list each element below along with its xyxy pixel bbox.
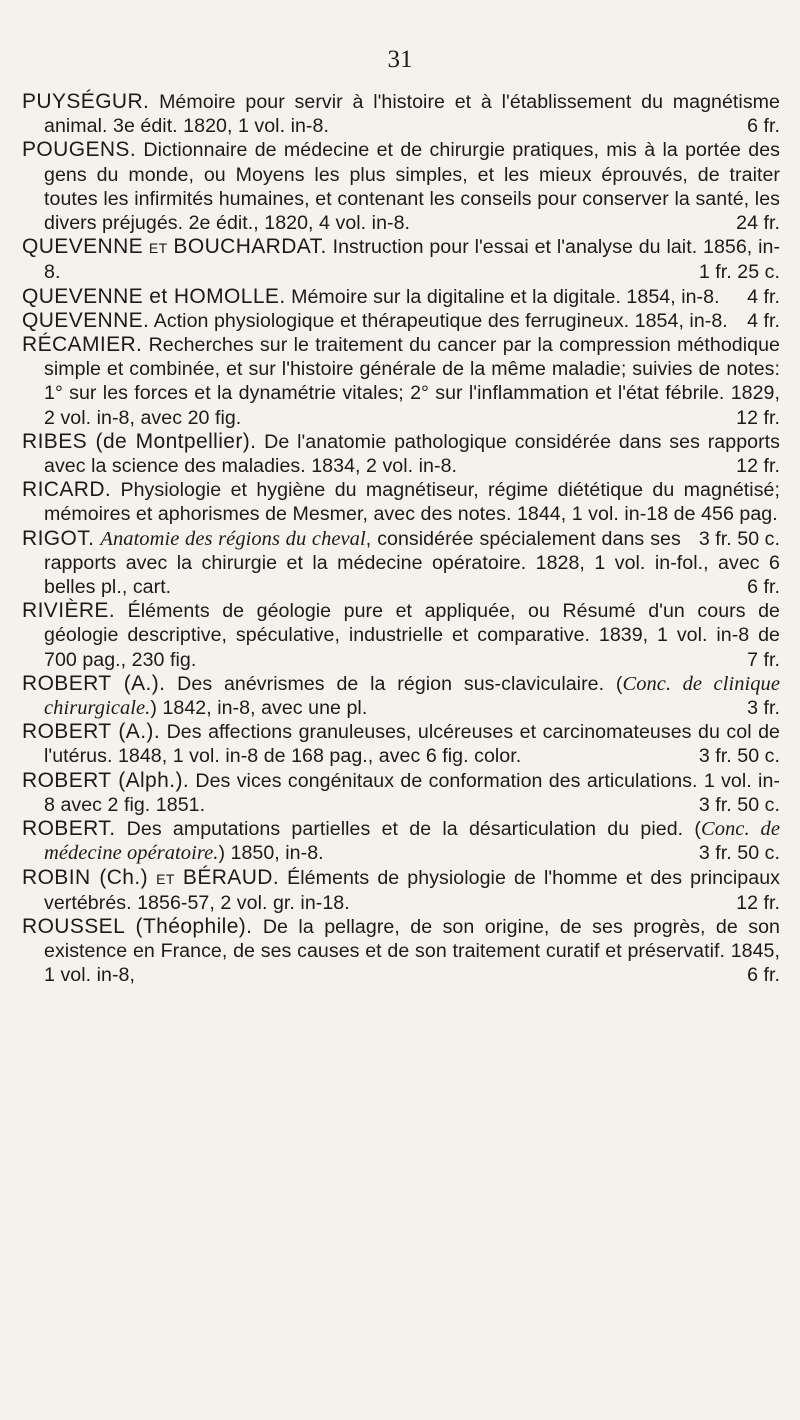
entry-text: Éléments de géologie pure et appliquée, ou Résumé d'un cours de géologie descriptive, spéculative, industrielle et comparative. 1839, 1 vol. in-8 de 700 pag., 230 fig.: [44, 600, 780, 671]
entry-author: QUEVENNE.: [22, 308, 150, 332]
entry-price: 3 fr. 50 c.: [698, 745, 780, 768]
catalog-entry: [22, 599, 780, 672]
entry-text: De la pellagre, de son origine, de ses progrès, de son existence en France, de ses causes et de son traitement curatif et préservatif. 1845, 1 vol. in-8,: [44, 915, 781, 987]
catalog-entry: [22, 527, 780, 600]
entry-price: 12 fr.: [736, 406, 780, 429]
entry-price: 4 fr.: [747, 309, 780, 332]
catalog-entry: [22, 720, 780, 768]
catalog-entry: [22, 333, 780, 430]
entry-price: 4 fr.: [747, 285, 780, 308]
entry-author: POUGENS.: [22, 138, 137, 162]
entry-price: 3 fr. 50 c.: [698, 793, 780, 816]
entry-author: ROBERT.: [22, 817, 116, 841]
entry-price: 7 fr.: [747, 648, 780, 671]
entry-price: 12 fr.: [736, 891, 780, 914]
catalog-entry: [22, 138, 780, 235]
entry-text: Dictionnaire de médecine et de chirurgie pratiques, mis à la portée des gens du monde, ou Moyens les plus simples, et les mieux éprouvés, de traiter toutes les infirmités humaines, et contenant les conseils pour conserver la santé, les divers préjugés. 2e édit., 1820, 4 vol. in-8.: [44, 139, 781, 235]
catalog-entry: [22, 90, 780, 138]
entry-author: ROUSSEL (Théophile).: [22, 914, 253, 938]
catalog-entry: [22, 309, 780, 333]
entry-text: Mémoire sur la digitaline et la digitale. 1854, in-8.: [291, 285, 720, 308]
entry-italic-title: Anatomie des régions du cheval: [100, 527, 366, 550]
entry-price: 6 fr.: [747, 964, 780, 987]
entry-text: De l'anatomie pathologique considérée dans ses rapports avec la science des maladies. 1834, 2 vol. in-8.: [44, 430, 781, 478]
catalog-entry: [22, 769, 780, 817]
page-number: 31: [387, 46, 413, 73]
entry-conjunction: ET: [148, 240, 168, 257]
catalog-entries: [22, 90, 780, 988]
entry-text: Mémoire pour servir à l'histoire et à l'établissement du magnétisme animal. 3e édit. 1820, 1 vol. in-8.: [44, 91, 780, 138]
entry-text: Recherches sur le traitement du cancer par la compression méthodique simple et combinée, et sur l'histoire générale de la même maladie; suivies de notes: 1° sur les forces et la dynamétrie vitales; 2° sur l'inflammation et l'état fébrile. 1829, 2 vol. in-8, avec 20 fig.: [44, 334, 780, 429]
catalog-entry: [22, 235, 780, 284]
catalog-entry: [22, 817, 780, 865]
catalog-entry: [22, 672, 780, 720]
entry-text: , considérée spécialement dans ses rapports avec la chirurgie et la médecine opératoire. 1828, 1 vol. in-fol., avec 6 belles pl., cart.: [44, 527, 780, 599]
entry-price: 3 fr. 50 c.: [698, 527, 780, 550]
entry-author: ROBERT (Alph.).: [22, 768, 190, 792]
entry-price: 6 fr.: [747, 115, 780, 138]
catalog-entry: [22, 430, 780, 478]
entry-price: 6 fr.: [747, 576, 780, 599]
entry-conjunction: ET: [156, 870, 175, 887]
entry-price: 12 fr.: [736, 455, 780, 478]
catalog-entry: [22, 866, 780, 915]
entry-text: Des affections granuleuses, ulcéreuses et carcinomateuses du col de l'utérus. 1848, 1 vol. in-8 de 168 pag., avec 6 fig. color.: [44, 721, 780, 768]
entry-author: RICARD.: [22, 478, 112, 502]
entry-author: RIBES (de Montpellier).: [22, 429, 257, 453]
entry-author: ROBERT (A.).: [22, 671, 166, 695]
entry-coauthor: BOUCHARDAT.: [173, 235, 327, 259]
entry-text: Des vices congénitaux de conformation des articulations. 1 vol. in-8 avec 2 fig. 1851.: [44, 769, 780, 816]
entry-text: Action physiologique et thérapeutique des ferrugineux. 1854, in-8.: [153, 309, 728, 332]
entry-author: RIGOT.: [22, 526, 95, 550]
entry-author: RÉCAMIER.: [22, 333, 143, 357]
entry-text: Des anévrismes de la région sus-claviculaire. (: [177, 672, 623, 695]
entry-italic-series: Conc. de clinique chirurgicale.: [44, 672, 780, 720]
entry-author: QUEVENNE: [22, 235, 144, 259]
entry-text-continued: ) 1842, in-8, avec une pl.: [150, 697, 368, 720]
entry-coauthor: BÉRAUD.: [182, 865, 280, 889]
entry-price: 1 fr. 25 c.: [698, 261, 780, 284]
catalog-entry: [22, 915, 780, 988]
catalog-entry: [22, 285, 780, 309]
entry-italic-series: Conc. de médecine opératoire.: [44, 818, 780, 865]
entry-text: Physiologie et hygiène du magnétiseur, régime diététique du magnétisé; mémoires et aphorismes de Mesmer, avec des notes. 1844, 1 vol. in-18 de 456 pag.: [44, 479, 780, 526]
entry-author: ROBIN (Ch.): [22, 865, 149, 889]
entry-author: RIVIÈRE.: [22, 599, 116, 623]
entry-author: PUYSÉGUR.: [22, 90, 150, 113]
entry-price: 3 fr. 50 c.: [698, 842, 780, 865]
entry-author: QUEVENNE et HOMOLLE.: [22, 284, 286, 308]
entry-author: ROBERT (A.).: [22, 720, 161, 744]
entry-text: Éléments de physiologie de l'homme et des principaux vertébrés. 1856-57, 2 vol. gr. in-18.: [44, 866, 780, 914]
entry-text: Des amputations partielles et de la désarticulation du pied. (: [126, 818, 701, 841]
entry-price: 3 fr.: [747, 697, 780, 720]
entry-text: Instruction pour l'essai et l'analyse du lait. 1856, in-8.: [44, 236, 781, 284]
entry-text-continued: ) 1850, in-8.: [218, 842, 324, 865]
entry-price: 24 fr.: [736, 212, 780, 235]
